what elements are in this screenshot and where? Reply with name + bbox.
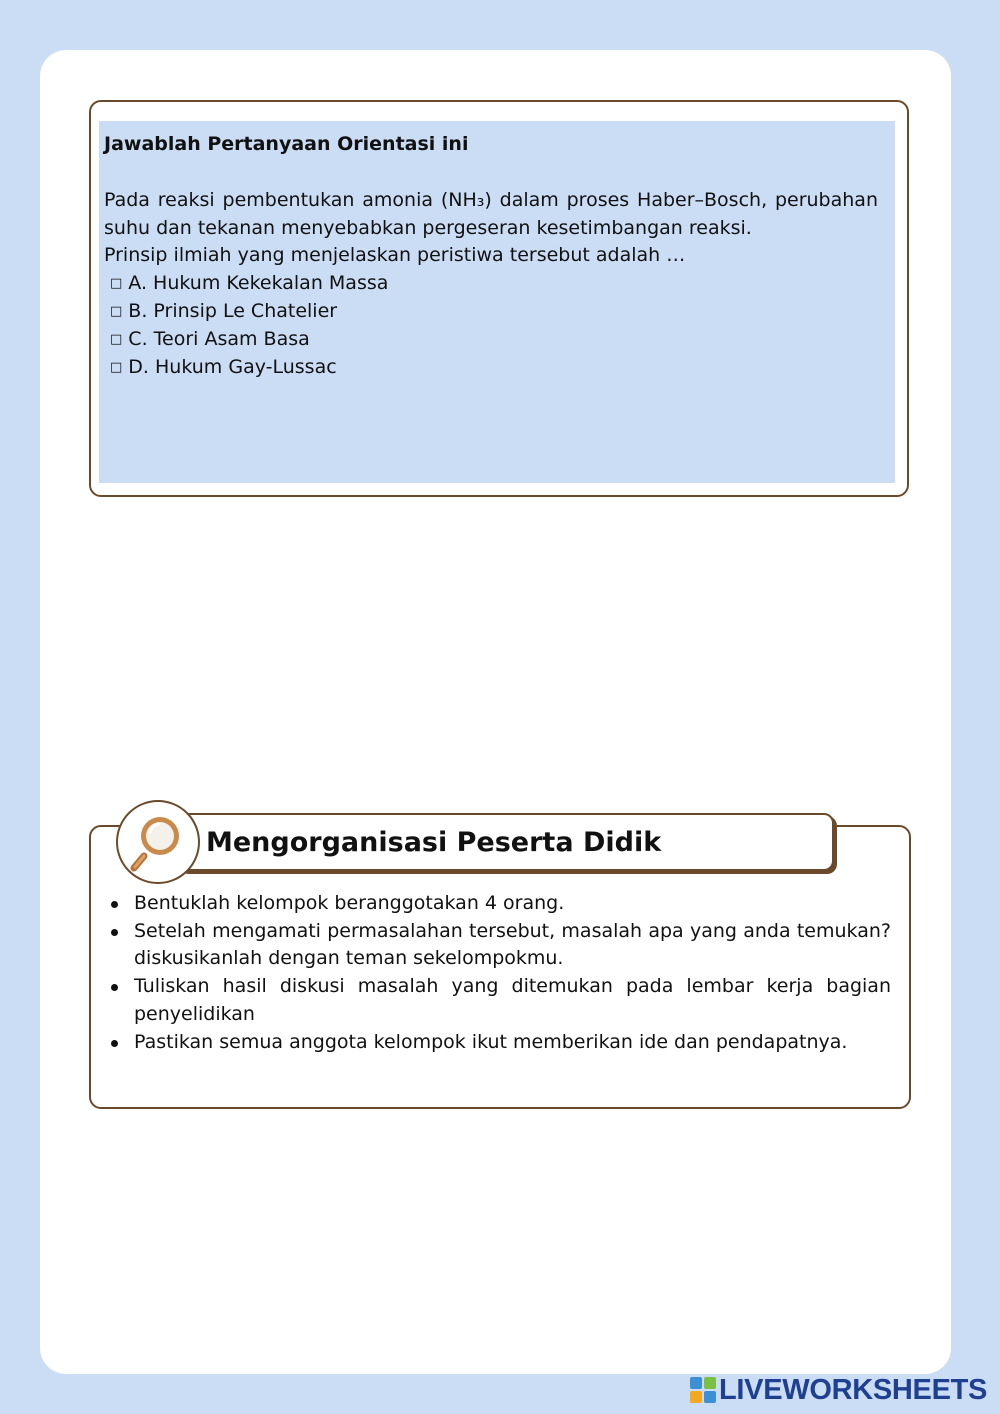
organize-title: Mengorganisasi Peserta Didik — [206, 827, 662, 858]
option-a-label: A. Hukum Kekekalan Massa — [128, 272, 389, 295]
list-item: Tuliskan hasil diskusi masalah yang ditemukan pada lembar kerja bagian penyelidikan — [106, 973, 891, 1028]
checkbox-icon[interactable]: □ — [110, 276, 123, 292]
orientation-panel — [99, 121, 895, 483]
liveworksheets-logo-icon — [690, 1377, 716, 1403]
checkbox-icon[interactable]: □ — [110, 359, 123, 375]
orientation-title: Jawablah Pertanyaan Orientasi ini — [104, 133, 469, 155]
organize-list — [106, 890, 891, 1056]
orientation-prompt: Prinsip ilmiah yang menjelaskan peristiwa tersebut adalah … — [104, 244, 686, 267]
list-item: Pastikan semua anggota kelompok ikut memberikan ide dan pendapatnya. — [106, 1029, 891, 1057]
option-b[interactable] — [104, 298, 879, 326]
checkbox-icon[interactable]: □ — [110, 303, 123, 319]
list-item: Bentuklah kelompok beranggotakan 4 orang. — [106, 890, 891, 918]
organize-icon-badge — [116, 800, 200, 884]
list-item: Setelah mengamati permasalahan tersebut, masalah apa yang anda temukan? diskusikanlah dengan teman sekelompokmu. — [106, 918, 891, 973]
option-a[interactable] — [104, 270, 879, 298]
liveworksheets-brand[interactable] — [690, 1374, 987, 1406]
magnifying-glass-icon — [128, 812, 188, 872]
orientation-question: Pada reaksi pembentukan amonia (NH₃) dalam proses Haber–Bosch, perubahan suhu dan tekanan menyebabkan pergeseran kesetimbangan reaksi. — [104, 188, 878, 239]
checkbox-icon[interactable]: □ — [110, 331, 123, 347]
option-c[interactable] — [104, 326, 879, 354]
option-c-label: C. Teori Asam Basa — [128, 327, 310, 350]
option-b-label: B. Prinsip Le Chatelier — [128, 299, 338, 322]
option-d-label: D. Hukum Gay-Lussac — [128, 355, 337, 378]
brand-name: LIVEWORKSHEETS — [719, 1373, 988, 1406]
option-d[interactable] — [104, 354, 879, 382]
